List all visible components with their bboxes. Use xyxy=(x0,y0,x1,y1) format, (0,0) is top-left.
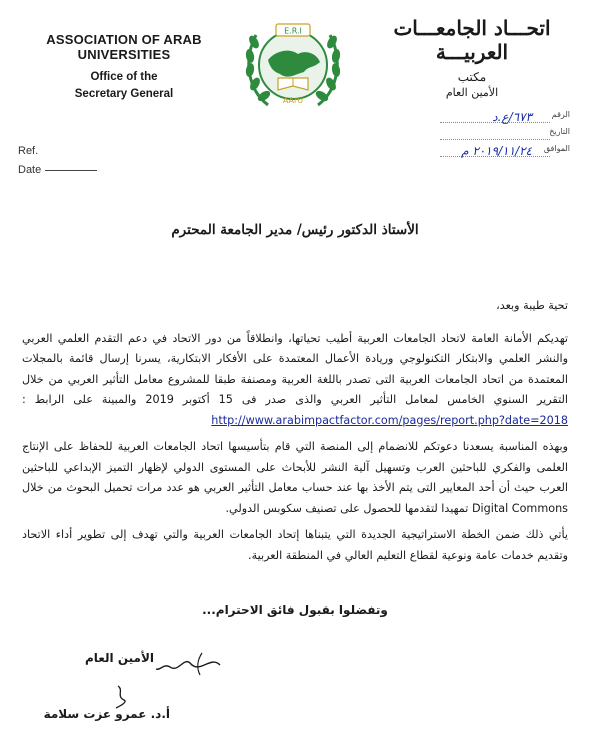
logo-bottom-text: AArU xyxy=(282,96,304,105)
ref-number-value: ٦٧٣/ع.د xyxy=(492,110,532,124)
org-name-ar: اتحـــاد الجامعـــات العربيـــة xyxy=(393,16,551,64)
ref-number-label: الرقم xyxy=(551,110,570,119)
date-row-en xyxy=(18,164,97,183)
secretary-label-en: Secretary General xyxy=(74,88,174,100)
signer-title: الأمين العام xyxy=(84,651,154,665)
signer-name: أ.د. عمرو عزت سلامة xyxy=(43,707,170,721)
ref-number-row xyxy=(415,110,570,127)
secretary-label-ar: الأمين العام xyxy=(445,86,499,99)
english-letterhead xyxy=(8,32,240,100)
handwritten-signature xyxy=(150,645,230,690)
ref-date-row xyxy=(415,127,570,144)
initial-mark xyxy=(112,682,134,710)
paragraph-2: وبهذه المناسبة يسعدنا دعوتكم للانضمام إلى المنصة التي قام بتأسيسها اتحاد الجامعات العربية للحفاظ على الإنتاج العلمى والفكري للباحثين العرب وتسهيل آلية النشر للأبحاث على المستوى الدولي لإظهار التميز الإبداعي للباحثين العرب حيث أن أحد المعايير التى يتم الأخذ بها عند حساب معامل التأثير العربي هو عدد مرات تحميل البحوث من خلال Digital Commons تمهيدا لتقدمها للحصول على تصنيف سكوبس الدولي. xyxy=(22,440,568,515)
aaru-logo xyxy=(238,10,348,120)
logo-top-text: E.R.I xyxy=(284,26,302,36)
ref-date-label: التاريخ xyxy=(549,127,570,136)
arabic-reference-block xyxy=(415,110,570,161)
arabic-letterhead xyxy=(372,16,572,99)
paragraph-3: يأتي ذلك ضمن الخطة الاستراتيجية الجديدة التي يتبناها إتحاد الجامعات العربية والتي تهدف إلى تطوير أداء الاتحاد وتقديم خدمات عامة ونوعية لقطاع التعليم العالي في المنطقة العربية. xyxy=(22,528,568,562)
paragraph-1-text: تهديكم الأمانة العامة لاتحاد الجامعات العربية أطيب تحياتها، وانطلاقاً من دور الاتحاد في دعم التقدم العلمي العربي والنشر العلمي والابتكار التكنولوجي وريادة الأعمال المعتمدة على الأفكار الابتكارية، يسرنا إرسال قائمة بالمجلات المعتمدة من اتحاد الجامعات العربية التى تصدر باللغة العربية ومصنفة طبقا للمشروع معامل التأثير العربي من خلال التقرير السنوي الخامس لمعامل التأثير العربي والذى صدر فى 15 أكتوبر 2019 والمبينة على الرابط : xyxy=(22,331,568,406)
paragraph-1 xyxy=(22,329,568,432)
date-label-en: Date xyxy=(18,164,42,176)
office-label-en: Office of the xyxy=(90,71,158,83)
report-link[interactable]: http://www.arabimpactfactor.com/pages/report.php?date=2018 xyxy=(211,413,568,427)
closing-line: وتفضلوا بقبول فائق الاحترام... xyxy=(202,603,388,617)
letter-body xyxy=(22,296,568,566)
greeting: تحية طيبة وبعد، xyxy=(496,299,568,312)
english-reference-block xyxy=(18,145,97,183)
ref-corresponding-value: ٢٠١٩/١١/٢٤ م xyxy=(461,144,532,158)
salutation: الأستاذ الدكتور رئيس/ مدير الجامعة المحترم xyxy=(171,222,419,238)
ref-label-en: Ref. xyxy=(18,145,39,157)
ref-corresponding-label: الموافق xyxy=(543,144,570,153)
ref-corresponding-row xyxy=(415,144,570,161)
office-label-ar: مكتب xyxy=(457,70,487,84)
org-name-en: ASSOCIATION OF ARAB UNIVERSITIES xyxy=(46,32,202,62)
